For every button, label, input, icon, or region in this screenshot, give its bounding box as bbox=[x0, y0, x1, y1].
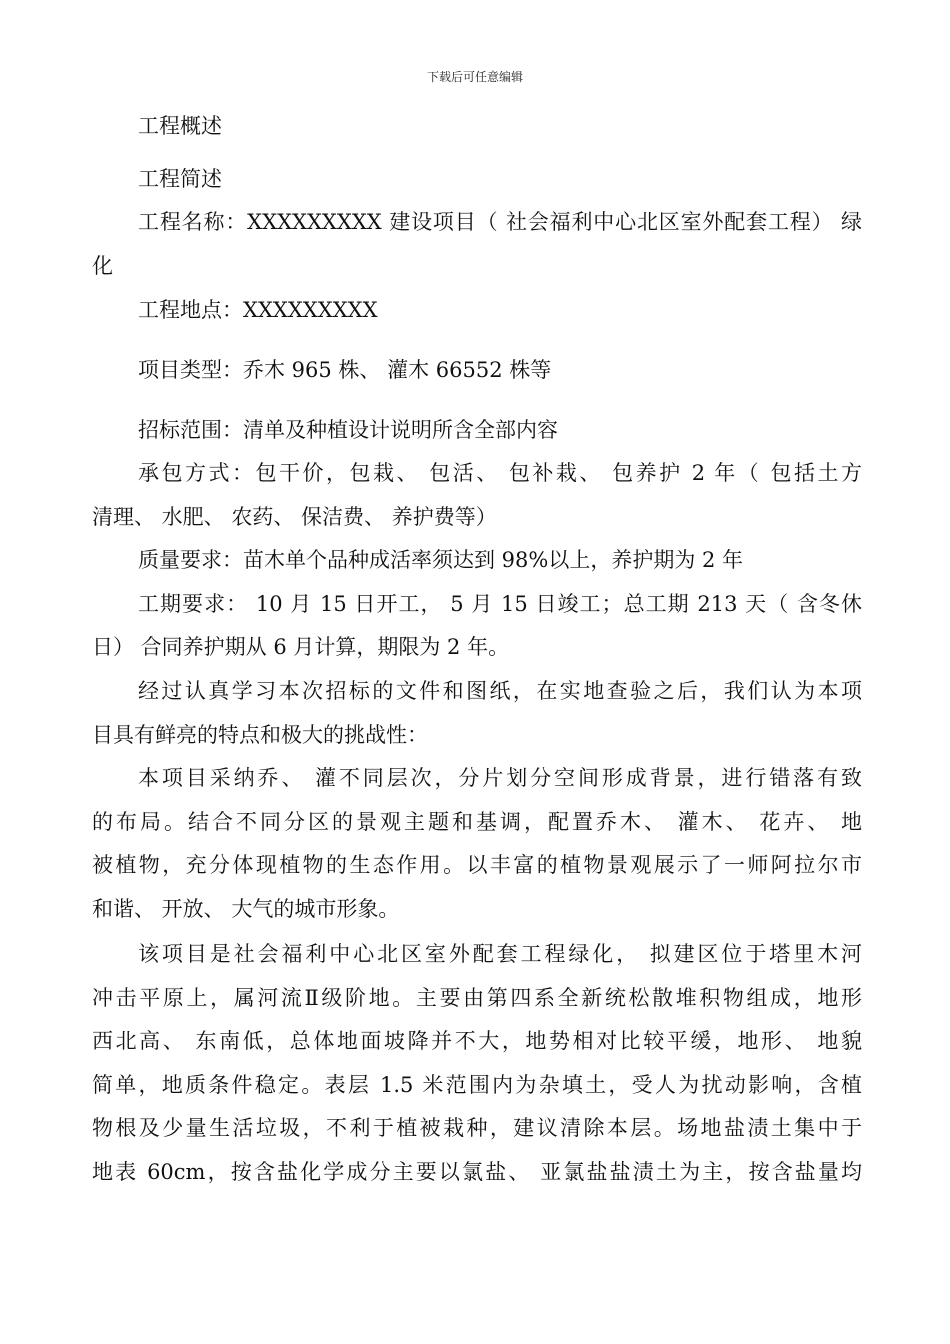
field-project-name-cont: 化 bbox=[92, 254, 113, 278]
paragraph-1-line-2: 目具有鲜亮的特点和极大的挑战性： bbox=[92, 723, 428, 747]
field-contract-cont: 清理、 水肥、 农药、 保洁费、 养护费等） bbox=[92, 505, 497, 529]
field-scope: 招标范围：清单及种植设计说明所含全部内容 bbox=[138, 418, 558, 442]
paragraph-3-line-5: 物根及少量生活垃圾，不利于植被栽种，建议清除本层。场地盐渍土集中于 bbox=[92, 1116, 862, 1140]
paragraph-2-line-1: 本项目采纳乔、 灌不同层次，分片划分空间形成背景，进行错落有致 bbox=[138, 766, 862, 790]
page-header: 下载后可任意编辑 bbox=[426, 70, 523, 84]
paragraph-1-line-1: 经过认真学习本次招标的文件和图纸，在实地查验之后，我们认为本项 bbox=[138, 679, 862, 703]
paragraph-3-line-6: 地表 60cm，按含盐化学成分主要以氯盐、 亚氯盐盐渍土为主，按含盐量均 bbox=[92, 1160, 862, 1184]
paragraph-3-line-4: 简单，地质条件稳定。表层 1.5 米范围内为杂填土，受人为扰动影响，含植 bbox=[92, 1073, 862, 1097]
heading-overview: 工程概述 bbox=[138, 114, 222, 138]
paragraph-3-line-3: 西北高、 东南低，总体地面坡降并不大，地势相对比较平缓，地形、 地貌 bbox=[92, 1029, 862, 1053]
heading-brief: 工程简述 bbox=[138, 167, 222, 191]
paragraph-3-line-2: 冲击平原上，属河流Ⅱ级阶地。主要由第四系全新统松散堆积物组成，地形 bbox=[92, 986, 862, 1010]
field-contract: 承包方式：包干价，包栽、 包活、 包补栽、 包养护 2 年（ 包括土方 bbox=[138, 461, 862, 485]
paragraph-2-line-3: 被植物，充分体现植物的生态作用。以丰富的植物景观展示了一师阿拉尔市 bbox=[92, 853, 862, 877]
paragraph-2-line-2: 的布局。结合不同分区的景观主题和基调，配置乔木、 灌木、 花卉、 地 bbox=[92, 810, 862, 834]
field-schedule-cont: 日） 合同养护期从 6 月计算，期限为 2 年。 bbox=[92, 635, 510, 659]
field-type: 项目类型：乔木 965 株、 灌木 66552 株等 bbox=[138, 358, 552, 382]
field-quality: 质量要求：苗木单个品种成活率须达到 98%以上，养护期为 2 年 bbox=[138, 548, 744, 572]
field-schedule: 工期要求： 10 月 15 日开工， 5 月 15 日竣工；总工期 213 天（ 含冬休 bbox=[138, 592, 862, 616]
paragraph-2-line-4: 和谐、 开放、 大气的城市形象。 bbox=[92, 897, 400, 921]
paragraph-3-line-1: 该项目是社会福利中心北区室外配套工程绿化， 拟建区位于塔里木河 bbox=[138, 942, 862, 966]
field-project-name: 工程名称：XXXXXXXXX 建设项目（ 社会福利中心北区室外配套工程） 绿 bbox=[138, 210, 862, 234]
field-location: 工程地点：XXXXXXXXX bbox=[138, 298, 378, 322]
